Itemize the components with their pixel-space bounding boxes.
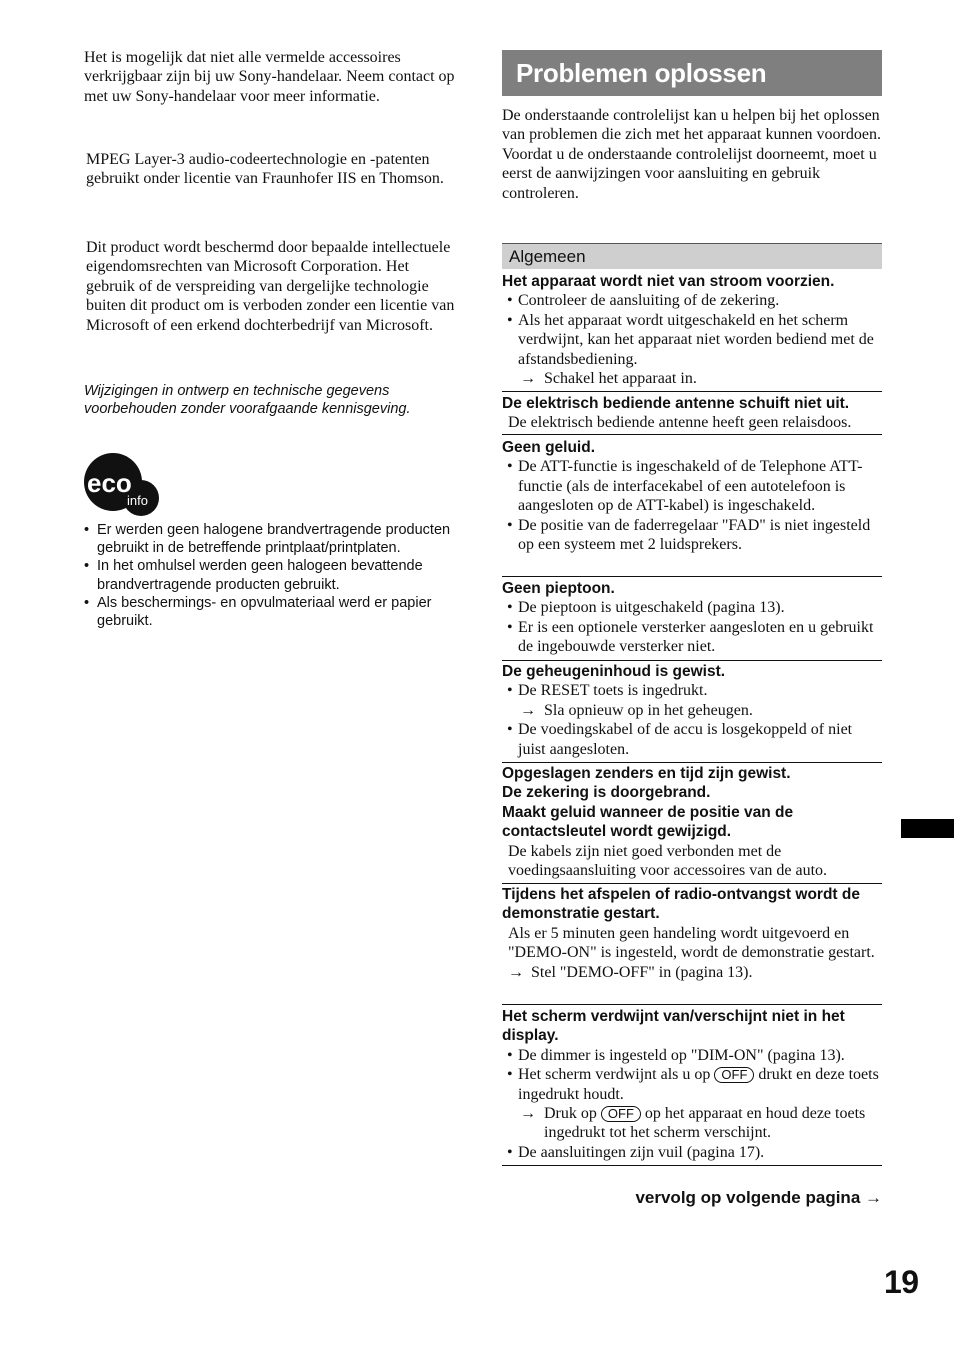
intro-paragraph-1: De onderstaande controlelijst kan u helpen bij het oplossen van problemen die zich met het apparaat kunnen voordoen. — [502, 107, 881, 144]
list-item: • Er werden geen halogene brandvertragende producten gebruikt in de betreffende printplaat/printplaten. — [84, 521, 460, 557]
trouble-entry-no-sound — [502, 438, 882, 577]
entry-title: De zekering is doorgebrand. — [502, 784, 711, 802]
entry-bullet: • De aansluitingen zijn vuil (pagina 17). — [502, 1143, 882, 1162]
remedy-text: Druk op — [544, 1105, 597, 1123]
entry-title: Het apparaat wordt niet van stroom voorzien. — [502, 273, 835, 290]
entry-title: De elektrisch bediende antenne schuift niet uit. — [502, 395, 850, 412]
trouble-entry-power — [502, 272, 882, 392]
page-title: Problemen oplossen — [516, 58, 767, 88]
off-key-icon: OFF — [601, 1106, 641, 1122]
entry-title: Het scherm verdwijnt van/verschijnt niet in het display. — [502, 1008, 845, 1045]
eco-info-logo — [84, 451, 160, 517]
trouble-entry-antenna — [502, 394, 882, 435]
section-header — [502, 243, 882, 269]
entry-text: De elektrisch bediende antenne heeft geen relaisdoos. — [508, 414, 852, 432]
remedy-text: Schakel het apparaat in. — [544, 370, 697, 388]
entry-remedy — [502, 701, 882, 720]
entry-title: Geen geluid. — [502, 439, 596, 456]
entry-remedy — [502, 369, 882, 388]
entry-bullet: • De ATT-functie is ingeschakeld of de Telephone ATT-functie (als de interfacekabel of een autotelefoon is aangesloten op de ATT-kabel) is ingeschakeld. — [502, 457, 882, 515]
eco-logo-word: eco — [87, 468, 132, 498]
entry-bullet: • De positie van de faderregelaar "FAD" is niet ingesteld op een systeem met 2 luidsprekers. — [502, 516, 882, 555]
remedy-text: Sla opnieuw op in het geheugen. — [544, 701, 753, 719]
arrow-icon: → — [520, 1105, 536, 1123]
arrow-icon: → — [508, 963, 524, 981]
changes-disclaimer: Wijzigingen in ontwerp en technische gegevens voorbehouden zonder voorafgaande kennisgeving. — [84, 383, 411, 417]
entry-title: Maakt geluid wanneer de positie van de contactsleutel wordt gewijzigd. — [502, 803, 794, 841]
entry-title: De geheugeninhoud is gewist. — [502, 663, 726, 680]
remedy-text: Stel "DEMO-OFF" in (pagina 13). — [531, 963, 753, 981]
intro-text — [502, 106, 882, 203]
trouble-entry-memory — [502, 662, 882, 763]
entry-remedy — [502, 963, 882, 982]
bullet-text: Het scherm verdwijnt als u op — [518, 1066, 711, 1084]
mpeg-license-note: MPEG Layer-3 audio-codeertechnologie en -patenten gebruikt onder licentie van Fraunhofer IIS en Thomson. — [86, 151, 444, 188]
entry-bullet: • Er is een optionele versterker aangesloten en u gebruikt de ingebouwde versterker niet. — [502, 618, 882, 657]
entry-bullet: • De RESET toets is ingedrukt. — [502, 681, 882, 700]
entry-bullet: • Als het apparaat wordt uitgeschakeld en het scherm verdwijnt, kan het apparaat niet worden bediend met de afstandsbediening. — [502, 311, 882, 369]
entry-title: Opgeslagen zenders en tijd zijn gewist. — [502, 765, 791, 782]
bullet-text: drukt en deze toets ingedrukt houdt. — [518, 1066, 879, 1103]
entry-bullet — [502, 1065, 882, 1104]
entry-bullet: • Controleer de aansluiting of de zekering. — [502, 291, 882, 310]
trouble-entry-display — [502, 1007, 882, 1166]
trouble-entry-demo — [502, 885, 882, 1005]
list-item: • In het omhulsel werden geen halogeen bevattende brandvertragende producten gebruikt. — [84, 557, 460, 593]
eco-logo-sub: info — [127, 493, 148, 508]
arrow-icon: → — [520, 701, 536, 719]
trouble-entry-stations — [502, 764, 882, 884]
section-title: Algemeen — [509, 247, 586, 266]
entry-bullet: • De voedingskabel of de accu is losgekoppeld of niet juist aangesloten. — [502, 720, 882, 759]
entry-text: De kabels zijn niet goed verbonden met de voedingsaansluiting voor accessoires van de auto. — [508, 842, 828, 880]
entry-remedy — [502, 1104, 882, 1143]
microsoft-license-note: Dit product wordt beschermd door bepaalde intellectuele eigendomsrechten van Microsoft Corporation. Het gebruik of de verspreiding van dergelijke technologie buiten dit product om is verboden zonder een licentie van Microsoft of een erkend dochterbedrijf van Microsoft. — [86, 239, 455, 334]
list-item: • Als beschermings- en opvulmateriaal werd er papier gebruikt. — [84, 594, 460, 630]
off-key-icon: OFF — [714, 1067, 754, 1083]
section-side-tab — [901, 819, 954, 838]
page-number: 19 — [884, 1264, 919, 1300]
trouble-entry-no-beep — [502, 579, 882, 661]
intro-paragraph-2: Voordat u de onderstaande controlelijst doorneemt, moet u eerst de aanwijzingen voor aansluiting en gebruik controleren. — [502, 145, 877, 202]
remedy-text: op het apparaat en houd deze toets ingedrukt tot het scherm verschijnt. — [544, 1105, 866, 1142]
arrow-icon: → — [520, 370, 536, 388]
entry-title: Tijdens het afspelen of radio-ontvangst wordt de demonstratie gestart. — [502, 886, 860, 923]
eco-info-list — [84, 521, 460, 630]
entry-bullet: • De dimmer is ingesteld op "DIM-ON" (pagina 13). — [502, 1046, 882, 1065]
continued-next-page: vervolg op volgende pagina → — [635, 1188, 882, 1207]
title-bar — [502, 50, 882, 96]
entry-title: Geen pieptoon. — [502, 580, 615, 597]
accessories-note: Het is mogelijk dat niet alle vermelde accessoires verkrijgbaar zijn bij uw Sony-handelaar. Neem contact op met uw Sony-handelaar voor meer informatie. — [84, 49, 455, 105]
entry-bullet: • De pieptoon is uitgeschakeld (pagina 13). — [502, 598, 882, 617]
entry-text: Als er 5 minuten geen handeling wordt uitgevoerd en "DEMO-ON" is ingesteld, wordt de demonstratie gestart. — [508, 924, 875, 962]
